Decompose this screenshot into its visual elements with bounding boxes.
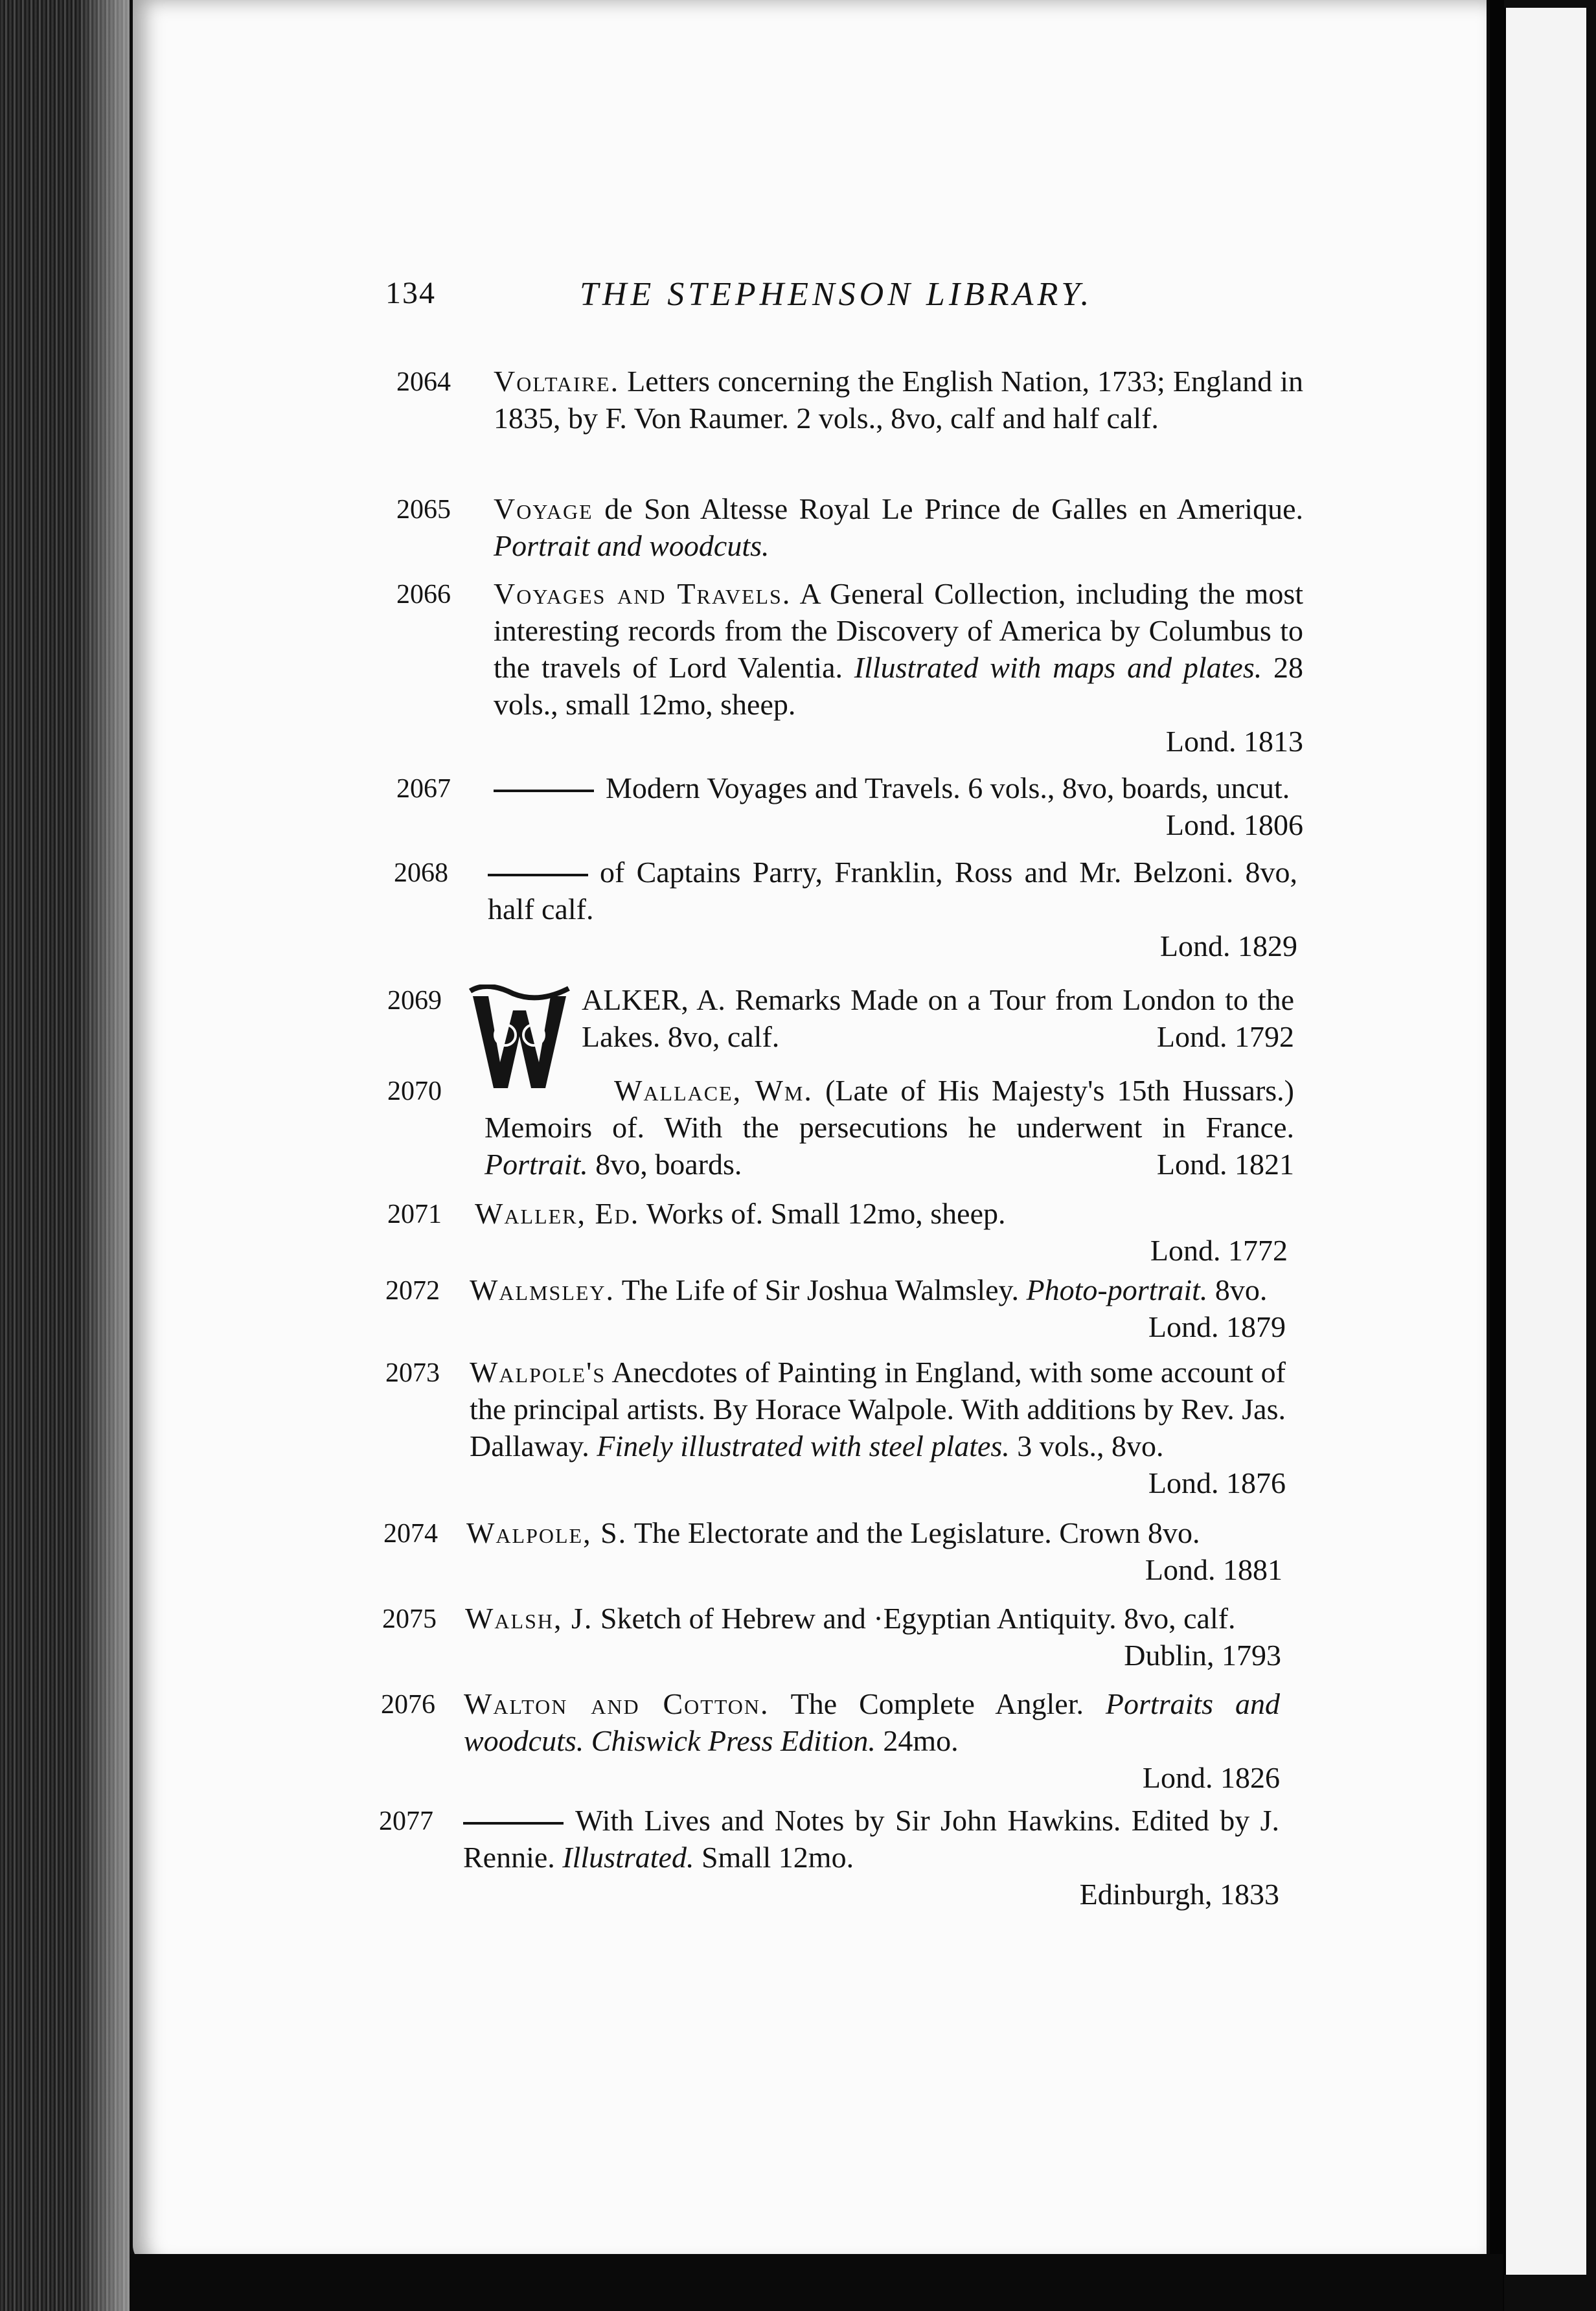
entry-italic: Illustrated with maps and plates. [854, 651, 1262, 684]
entry-imprint: Lond. 1879 [1148, 1310, 1286, 1343]
entry-text: (Late of His Majesty's 15th Hussars.) Memoirs of. With the persecutions he underwent in France. [484, 1074, 1294, 1144]
entry-italic: Portraits and woodcuts. Chiswick Press Edition. [464, 1687, 1280, 1757]
entry-body [484, 1072, 1294, 1183]
entry-body [475, 1195, 1288, 1269]
entry-text-2: 24mo. [883, 1724, 959, 1757]
ditto-dash [463, 1822, 564, 1825]
entry-imprint: Lond. 1792 [1156, 1020, 1294, 1053]
entry-text: Remarks Made on a Tour from London to the Lakes. 8vo, calf. [582, 983, 1295, 1053]
entry-imprint: Lond. 1806 [1165, 808, 1303, 841]
entry-text: Letters concerning the English Nation, 1733; England in 1835, by F. Von Raumer. 2 vols., 8vo, calf and half calf. [494, 365, 1304, 435]
entry-imprint: Dublin, 1793 [1124, 1639, 1281, 1672]
bottom-edge-shadow [130, 2254, 1503, 2311]
entry-body [464, 1685, 1280, 1796]
entry-italic: Photo-portrait. [1026, 1273, 1208, 1306]
page-edge-shadow [1490, 0, 1504, 2311]
entry-text-2: 8vo. [1214, 1273, 1268, 1306]
entry-number: 2070 [387, 1076, 442, 1106]
entry-number: 2069 [387, 986, 442, 1016]
entry-imprint: Lond. 1881 [1145, 1553, 1282, 1586]
entry-author: Waller, Ed. [475, 1197, 640, 1230]
entry-number: 2068 [394, 858, 448, 888]
entry-imprint: Lond. 1826 [1142, 1761, 1280, 1794]
entry-body [470, 1354, 1286, 1501]
entry-number: 2075 [382, 1604, 437, 1634]
entry-imprint: Lond. 1772 [1150, 1234, 1288, 1267]
entry-imprint: Lond. 1813 [1165, 725, 1303, 758]
page-number: 134 [385, 276, 436, 310]
entry-number: 2071 [387, 1200, 442, 1229]
entry-imprint: Edinburgh, 1833 [1079, 1878, 1279, 1911]
entry-italic: Portrait. [484, 1148, 588, 1181]
entry-number: 2077 [379, 1806, 433, 1836]
facing-page-sliver [1504, 8, 1586, 2275]
entry-italic: Illustrated. [562, 1841, 694, 1874]
entry-text-2: 3 vols., 8vo. [1017, 1429, 1164, 1463]
entry-author: Walpole's [470, 1356, 606, 1389]
entry-number: 2065 [396, 495, 451, 525]
entry-imprint: Lond. 1821 [1156, 1148, 1294, 1181]
entry-body [463, 1802, 1279, 1913]
entry-author: Walsh, J. [465, 1602, 593, 1635]
ditto-dash [488, 874, 588, 876]
entry-author: Walton and Cotton. [464, 1687, 770, 1720]
entry-text: de Son Altesse Royal Le Prince de Galles en Amerique. [604, 492, 1303, 525]
entry-body [465, 1600, 1281, 1674]
entry-body [494, 363, 1303, 437]
entry-number: 2072 [385, 1276, 440, 1306]
entry-italic: Portrait and woodcuts. [494, 529, 770, 562]
book-gutter [0, 0, 130, 2311]
entry-text: The Complete Angler. [790, 1687, 1084, 1720]
entry-body [494, 490, 1303, 564]
running-title: THE STEPHENSON LIBRARY. [580, 276, 1093, 313]
entry-italic: Finely illustrated with steel plates. [597, 1429, 1010, 1463]
entry-author: Voyage [494, 492, 593, 525]
entry-number: 2074 [383, 1519, 438, 1549]
entry-text-2: 8vo, boards. [595, 1148, 742, 1181]
entry-text: The Life of Sir Joshua Walmsley. [621, 1273, 1020, 1306]
entry-number: 2073 [385, 1358, 440, 1388]
entry-body [582, 981, 1294, 1055]
entry-number: 2076 [381, 1690, 435, 1720]
entry-body [466, 1514, 1282, 1588]
entry-text: of Captains Parry, Franklin, Ross and Mr. Belzoni. 8vo, half calf. [488, 856, 1297, 926]
entry-text: The Electorate and the Legislature. Crown 8vo. [633, 1516, 1200, 1549]
entry-text: Works of. Small 12mo, sheep. [646, 1197, 1006, 1230]
entry-author: Voltaire. [494, 365, 620, 398]
entry-text: Modern Voyages and Travels. 6 vols., 8vo, boards, uncut. [606, 771, 1290, 804]
entry-author: ALKER, A. [582, 983, 725, 1016]
entry-text: Anecdotes of Painting in England, with some account of the principal artists. By Horace Walpole. With additions by Rev. Jas. Dallaway. [470, 1356, 1286, 1463]
entry-text: Sketch of Hebrew and ·Egyptian Antiquity. 8vo, calf. [600, 1602, 1236, 1635]
entry-number: 2066 [396, 580, 451, 609]
entry-body [494, 769, 1303, 843]
entry-author: Voyages and Travels. [494, 577, 792, 610]
entry-imprint: Lond. 1876 [1148, 1466, 1286, 1499]
entry-author: Wallace, Wm. [614, 1074, 813, 1107]
entry-number: 2067 [396, 774, 451, 804]
entry-imprint: Lond. 1829 [1159, 929, 1297, 962]
entry-author: Walmsley. [470, 1273, 615, 1306]
entry-body [470, 1271, 1286, 1345]
entry-text: A General Collection, including the most interesting records from the Discovery of America by Columbus to the travels of Lord Valentia. [494, 577, 1303, 684]
entry-body [494, 575, 1303, 760]
entry-author: Walpole, S. [466, 1516, 628, 1549]
entry-text-2: Small 12mo. [701, 1841, 854, 1874]
running-header [385, 275, 1140, 327]
entry-text: With Lives and Notes by Sir John Hawkins. Edited by J. Rennie. [463, 1804, 1279, 1874]
entry-number: 2064 [396, 367, 451, 397]
ditto-dash [494, 790, 594, 792]
entry-body [488, 854, 1297, 964]
entry-text-2: 28 vols., small 12mo, sheep. [494, 651, 1303, 721]
